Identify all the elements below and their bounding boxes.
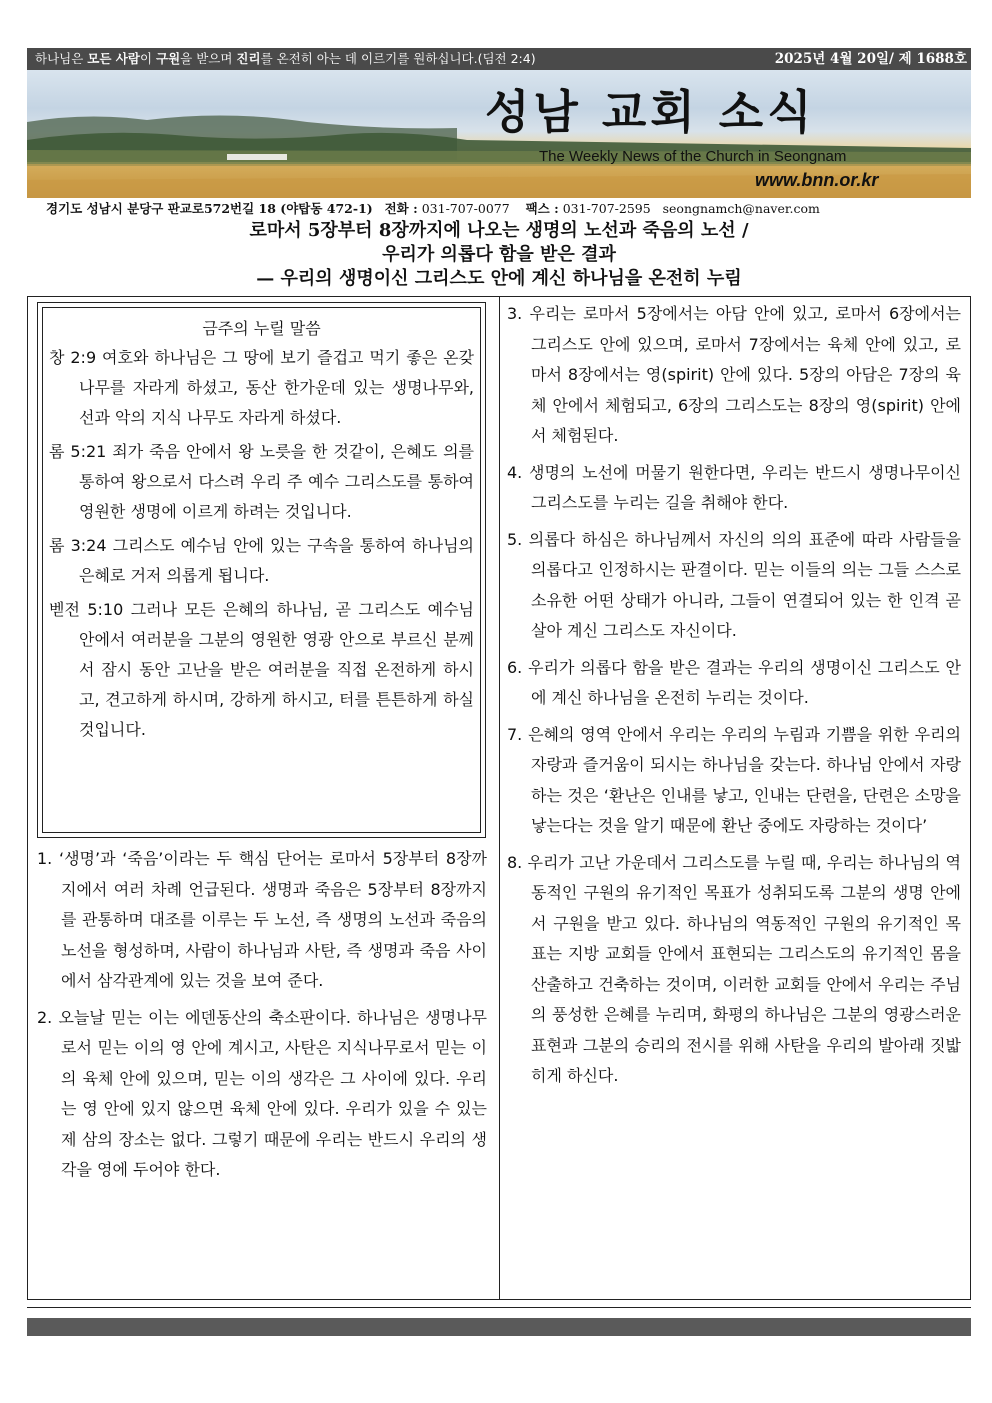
headline-line-1: 로마서 5장부터 8장까지에 나오는 생명의 노선과 죽음의 노선 / <box>249 220 749 241</box>
newsletter-title: 성남 교회 소식 <box>485 85 816 139</box>
website-link[interactable]: www.bnn.or.kr <box>755 170 879 190</box>
point-item: 4. 생명의 노선에 머물기 원한다면, 우리는 반드시 생명나무이신 그리스도를 누리는 길을 취해야 한다. <box>507 462 961 512</box>
left-points <box>37 844 487 1192</box>
verse-item: 벧전 5:10 그러나 모든 은혜의 하나님, 곧 그리스도 예수님 안에서 여러분을 그분의 영원한 영광 안으로 부르신 분께서 잠시 동안 고난을 받은 여러분을 직접 온전하게 하시고, 견고하게 하시며, 강하게 하시고, 터를 튼튼하게 하실 것입니다. <box>49 600 474 739</box>
point-item: 1. ‘생명’과 ‘죽음’이라는 두 핵심 단어는 로마서 5장부터 8장까지에서 여러 차례 언급된다. 생명과 죽음은 5장부터 8장까지를 관통하며 대조를 이루는 두 노선, 즉 생명의 노선과 죽음의 노선을 형성하며, 사람이 하나님과 사탄, 즉 생명과 죽음 사이에서 삼각관계에 있는 것을 보여 준다. <box>37 849 487 990</box>
masthead-banner <box>27 70 971 198</box>
point-item: 8. 우리가 고난 가운데서 그리스도를 누릴 때, 우리는 하나님의 역동적인 구원의 유기적인 목표가 성취되도록 그분의 생명 안에서 구원을 받고 있다. 하나님의 역동적인 구원의 유기적인 목표는 지방 교회들 안에서 표현되는 그리스도의 유기적인 몸을 산출하고 건축하는 것이며, 이러한 교회들 안에서 우리는 주님의 풍성한 은혜를 누리며, 화평의 하나님은 그분의 영광스러운 표현과 그분의 승리의 전시를 위해 사탄을 우리의 발아래 짓밟히게 하신다. <box>507 852 961 1085</box>
point-item: 6. 우리가 의롭다 함을 받은 결과는 우리의 생명이신 그리스도 안에 계신 하나님을 온전히 누리는 것이다. <box>507 657 961 707</box>
point-item: 3. 우리는 로마서 5장에서는 아담 안에 있고, 로마서 6장에서는 그리스도 안에 있으며, 로마서 7장에서는 육체 안에 있고, 로마서 8장에서는 영(spirit) 안에 있다. 5장의 아담은 7장의 육체 안에서 체험되고, 6장의 그리스도는 8장의 영(spirit) 안에서 체험된다. <box>507 304 961 445</box>
footer-bar <box>27 1318 971 1336</box>
contact-line: 경기도 성남시 분당구 판교로572번길 18 (야탑동 472-1) 전화 : 031-707-0077 팩스 : 031-707-2595 seongnamch@naver.com <box>46 201 820 216</box>
header-verse: 하나님은 모든 사람이 구원을 받으며 진리를 온전히 아는 데 이르기를 원하십니다.(딤전 2:4) <box>35 51 536 66</box>
point-item: 5. 의롭다 하심은 하나님께서 자신의 의의 표준에 따라 사람들을 의롭다고 인정하시는 판결이다. 믿는 이들의 의는 그들 스스로 소유한 어떤 상태가 아니라, 그들이 연결되어 있는 한 인격 곧 살아 계신 그리스도 자신이다. <box>507 529 961 640</box>
top-verse-bar <box>27 48 971 70</box>
right-points <box>507 299 961 1098</box>
point-item: 2. 오늘날 믿는 이는 에덴동산의 축소판이다. 하나님은 생명나무로서 믿는 이의 영 안에 계시고, 사탄은 지식나무로서 믿는 이의 육체 안에 있으며, 믿는 이의 생각은 그 사이에 있다. 우리는 영 안에 있지 않으면 육체 안에 있다. 우리가 있을 수 있는 제 삼의 장소는 없다. 그렇기 때문에 우리는 반드시 우리의 생각을 영에 두어야 한다. <box>37 1007 487 1179</box>
column-divider <box>499 296 500 1300</box>
headline-line-2: 우리가 의롭다 함을 받은 결과 <box>382 244 616 265</box>
verse-item: 롬 3:24 그리스도 예수님 안에 있는 구속을 통하여 하나님의 은혜로 거저 의롭게 됩니다. <box>49 536 474 585</box>
headline-line-3: — 우리의 생명이신 그리스도 안에 계신 하나님을 온전히 누림 <box>256 268 742 289</box>
point-item: 7. 은혜의 영역 안에서 우리는 우리의 누림과 기쁨을 위한 우리의 자랑과 즐거움이 되시는 하나님을 갖는다. 하나님 안에서 자랑하는 것은 ‘환난은 인내를 낳고, 인내는 단련을, 단련은 소망을 낳는다는 것을 알기 때문에 환난 중에도 자랑하는 것이다’ <box>507 724 961 835</box>
weekly-verses-title: 금주의 누릴 말씀 <box>202 319 321 338</box>
footer-rule <box>27 1307 971 1308</box>
newsletter-subtitle: The Weekly News of the Church in Seongnam <box>539 148 847 165</box>
issue-date: 2025년 4월 20일/ 제 1688호 <box>774 51 967 67</box>
weekly-verses-box <box>37 302 486 838</box>
verse-item: 롬 5:21 죄가 죽음 안에서 왕 노릇을 한 것같이, 은혜도 의를 통하여 왕으로서 다스려 우리 주 예수 그리스도를 통하여 영원한 생명에 이르게 하려는 것입니다. <box>49 442 474 521</box>
verse-item: 창 2:9 여호와 하나님은 그 땅에 보기 즐겁고 먹기 좋은 온갖 나무를 자라게 하셨고, 동산 한가운데 있는 생명나무와, 선과 악의 지식 나무도 자라게 하셨다. <box>49 348 474 427</box>
